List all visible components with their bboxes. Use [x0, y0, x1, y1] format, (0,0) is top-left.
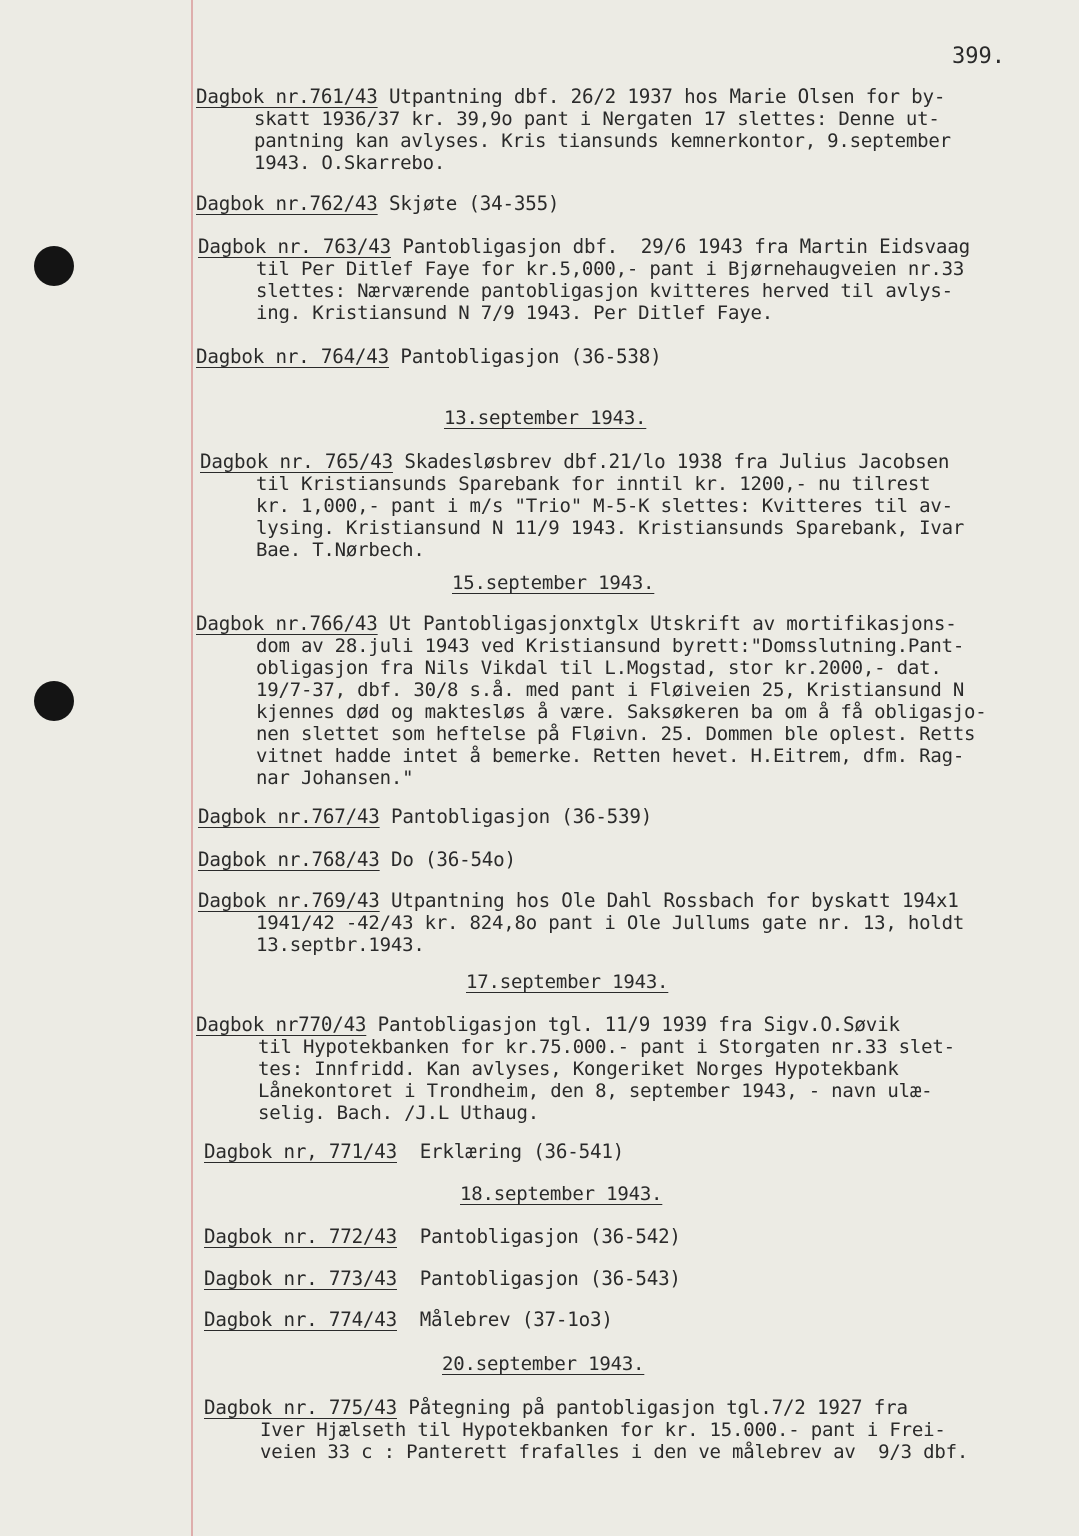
entry-line: til Per Ditlef Faye for kr.5,000,- pant i Bjørnehaugveien nr.33 [256, 258, 965, 280]
entry-line: Dagbok nr. 765/43 Skadesløsbrev dbf.21/lo 1938 fra Julius Jacobsen [200, 450, 950, 473]
entry-line: Dagbok nr. 774/43 Målebrev (37-1o3) [204, 1308, 613, 1331]
entry-line: til Kristiansunds Sparebank for inntil kr. 1200,- nu tilrest [256, 473, 931, 495]
entry-ref: Dagbok nr.767/43 [198, 805, 380, 828]
entry-ref: Dagbok nr. 763/43 [198, 235, 391, 258]
entry-line: dom av 28.juli 1943 ved Kristiansund byrett:"Domsslutning.Pant- [256, 635, 965, 657]
entry-line: kr. 1,000,- pant i m/s "Trio" M-5-K slettes: Kvitteres til av- [256, 495, 953, 517]
entry-line: Iver Hjælseth til Hypotekbanken for kr. 15.000.- pant i Frei- [260, 1419, 946, 1441]
entry-ref: Dagbok nr.766/43 [196, 612, 378, 635]
date-heading: 20.september 1943. [442, 1353, 645, 1375]
entry-line: Dagbok nr, 771/43 Erklæring (36-541) [204, 1140, 625, 1163]
entry-line: nar Johansen." [256, 767, 414, 789]
entry-ref: Dagbok nr. 774/43 [204, 1308, 397, 1331]
punch-hole-top [34, 246, 74, 286]
entry-line: til Hypotekbanken for kr.75.000.- pant i Storgaten nr.33 slet- [258, 1036, 955, 1058]
entry-ref: Dagbok nr. 765/43 [200, 450, 393, 473]
entry-line: nen slettet som heftelse på Fløivn. 25. Dommen ble oplest. Retts [256, 723, 976, 745]
entry-line: pantning kan avlyses. Kris tiansunds kemnerkontor, 9.september [254, 130, 951, 152]
date-heading: 13.september 1943. [444, 407, 647, 429]
entry-ref: Dagbok nr.762/43 [196, 192, 378, 215]
entry-line: Dagbok nr. 775/43 Påtegning på pantobligasjon tgl.7/2 1927 fra [204, 1396, 908, 1419]
punch-hole-bottom [34, 681, 74, 721]
entry-ref: Dagbok nr.769/43 [198, 889, 380, 912]
margin-line [191, 0, 193, 1536]
entry-line: skatt 1936/37 kr. 39,9o pant i Nergaten 17 slettes: Denne ut- [254, 108, 940, 130]
entry-line: Dagbok nr.768/43 Do (36-54o) [198, 848, 516, 871]
entry-ref: Dagbok nr.768/43 [198, 848, 380, 871]
entry-line: veien 33 c : Panterett frafalles i den ve målebrev av 9/3 dbf. [260, 1441, 969, 1463]
entry-line: Dagbok nr. 773/43 Pantobligasjon (36-543) [204, 1267, 681, 1290]
entry-line: vitnet hadde intet å bemerke. Retten hevet. H.Eitrem, dfm. Rag- [256, 745, 965, 767]
entry-line: Dagbok nr.761/43 Utpantning dbf. 26/2 1937 hos Marie Olsen for by- [196, 85, 946, 108]
entry-line: Bae. T.Nørbech. [256, 539, 425, 561]
entry-ref: Dagbok nr. 773/43 [204, 1267, 397, 1290]
entry-line: selig. Bach. /J.L Uthaug. [258, 1102, 539, 1124]
date-heading: 15.september 1943. [452, 572, 655, 594]
entry-line: slettes: Nærværende pantobligasjon kvitteres herved til avlys- [256, 280, 953, 302]
entry-ref: Dagbok nr, 771/43 [204, 1140, 397, 1163]
entry-line: Dagbok nr770/43 Pantobligasjon tgl. 11/9 1939 fra Sigv.O.Søvik [196, 1013, 900, 1036]
date-heading: 18.september 1943. [460, 1183, 663, 1205]
entry-line: Dagbok nr. 763/43 Pantobligasjon dbf. 29/6 1943 fra Martin Eidsvaag [198, 235, 970, 258]
entry-ref: Dagbok nr. 775/43 [204, 1396, 397, 1419]
entry-line: tes: Innfridd. Kan avlyses, Kongeriket Norges Hypotekbank [258, 1058, 899, 1080]
entry-line: obligasjon fra Nils Vikdal til L.Mogstad, stor kr.2000,- dat. [256, 657, 942, 679]
entry-line: lysing. Kristiansund N 11/9 1943. Kristiansunds Sparebank, Ivar [256, 517, 965, 539]
entry-line: 1941/42 -42/43 kr. 824,8o pant i Ole Jullums gate nr. 13, holdt [256, 912, 965, 934]
entry-line: 13.septbr.1943. [256, 934, 425, 956]
entry-line: Dagbok nr.762/43 Skjøte (34-355) [196, 192, 560, 215]
entry-line: 19/7-37, dbf. 30/8 s.å. med pant i Fløiveien 25, Kristiansund N [256, 679, 965, 701]
date-heading: 17.september 1943. [466, 971, 669, 993]
entry-ref: Dagbok nr. 764/43 [196, 345, 389, 368]
entry-line: Dagbok nr. 764/43 Pantobligasjon (36-538) [196, 345, 662, 368]
entry-line: ing. Kristiansund N 7/9 1943. Per Ditlef Faye. [256, 302, 773, 324]
entry-line: Lånekontoret i Trondheim, den 8, september 1943, - navn ulæ- [258, 1080, 933, 1102]
entry-ref: Dagbok nr. 772/43 [204, 1225, 397, 1248]
entry-line: kjennes død og maktesløs å være. Saksøkeren ba om å få obligasjo- [256, 701, 987, 723]
entry-line: Dagbok nr.767/43 Pantobligasjon (36-539) [198, 805, 653, 828]
entry-line: Dagbok nr.769/43 Utpantning hos Ole Dahl Rossbach for byskatt 194x1 [198, 889, 959, 912]
entry-line: Dagbok nr.766/43 Ut Pantobligasjonxtglx Utskrift av mortifikasjons- [196, 612, 957, 635]
entry-line: 1943. O.Skarrebo. [254, 152, 446, 174]
page-number: 399. [952, 44, 1005, 69]
entry-ref: Dagbok nr770/43 [196, 1013, 367, 1036]
entry-ref: Dagbok nr.761/43 [196, 85, 378, 108]
entry-line: Dagbok nr. 772/43 Pantobligasjon (36-542) [204, 1225, 681, 1248]
